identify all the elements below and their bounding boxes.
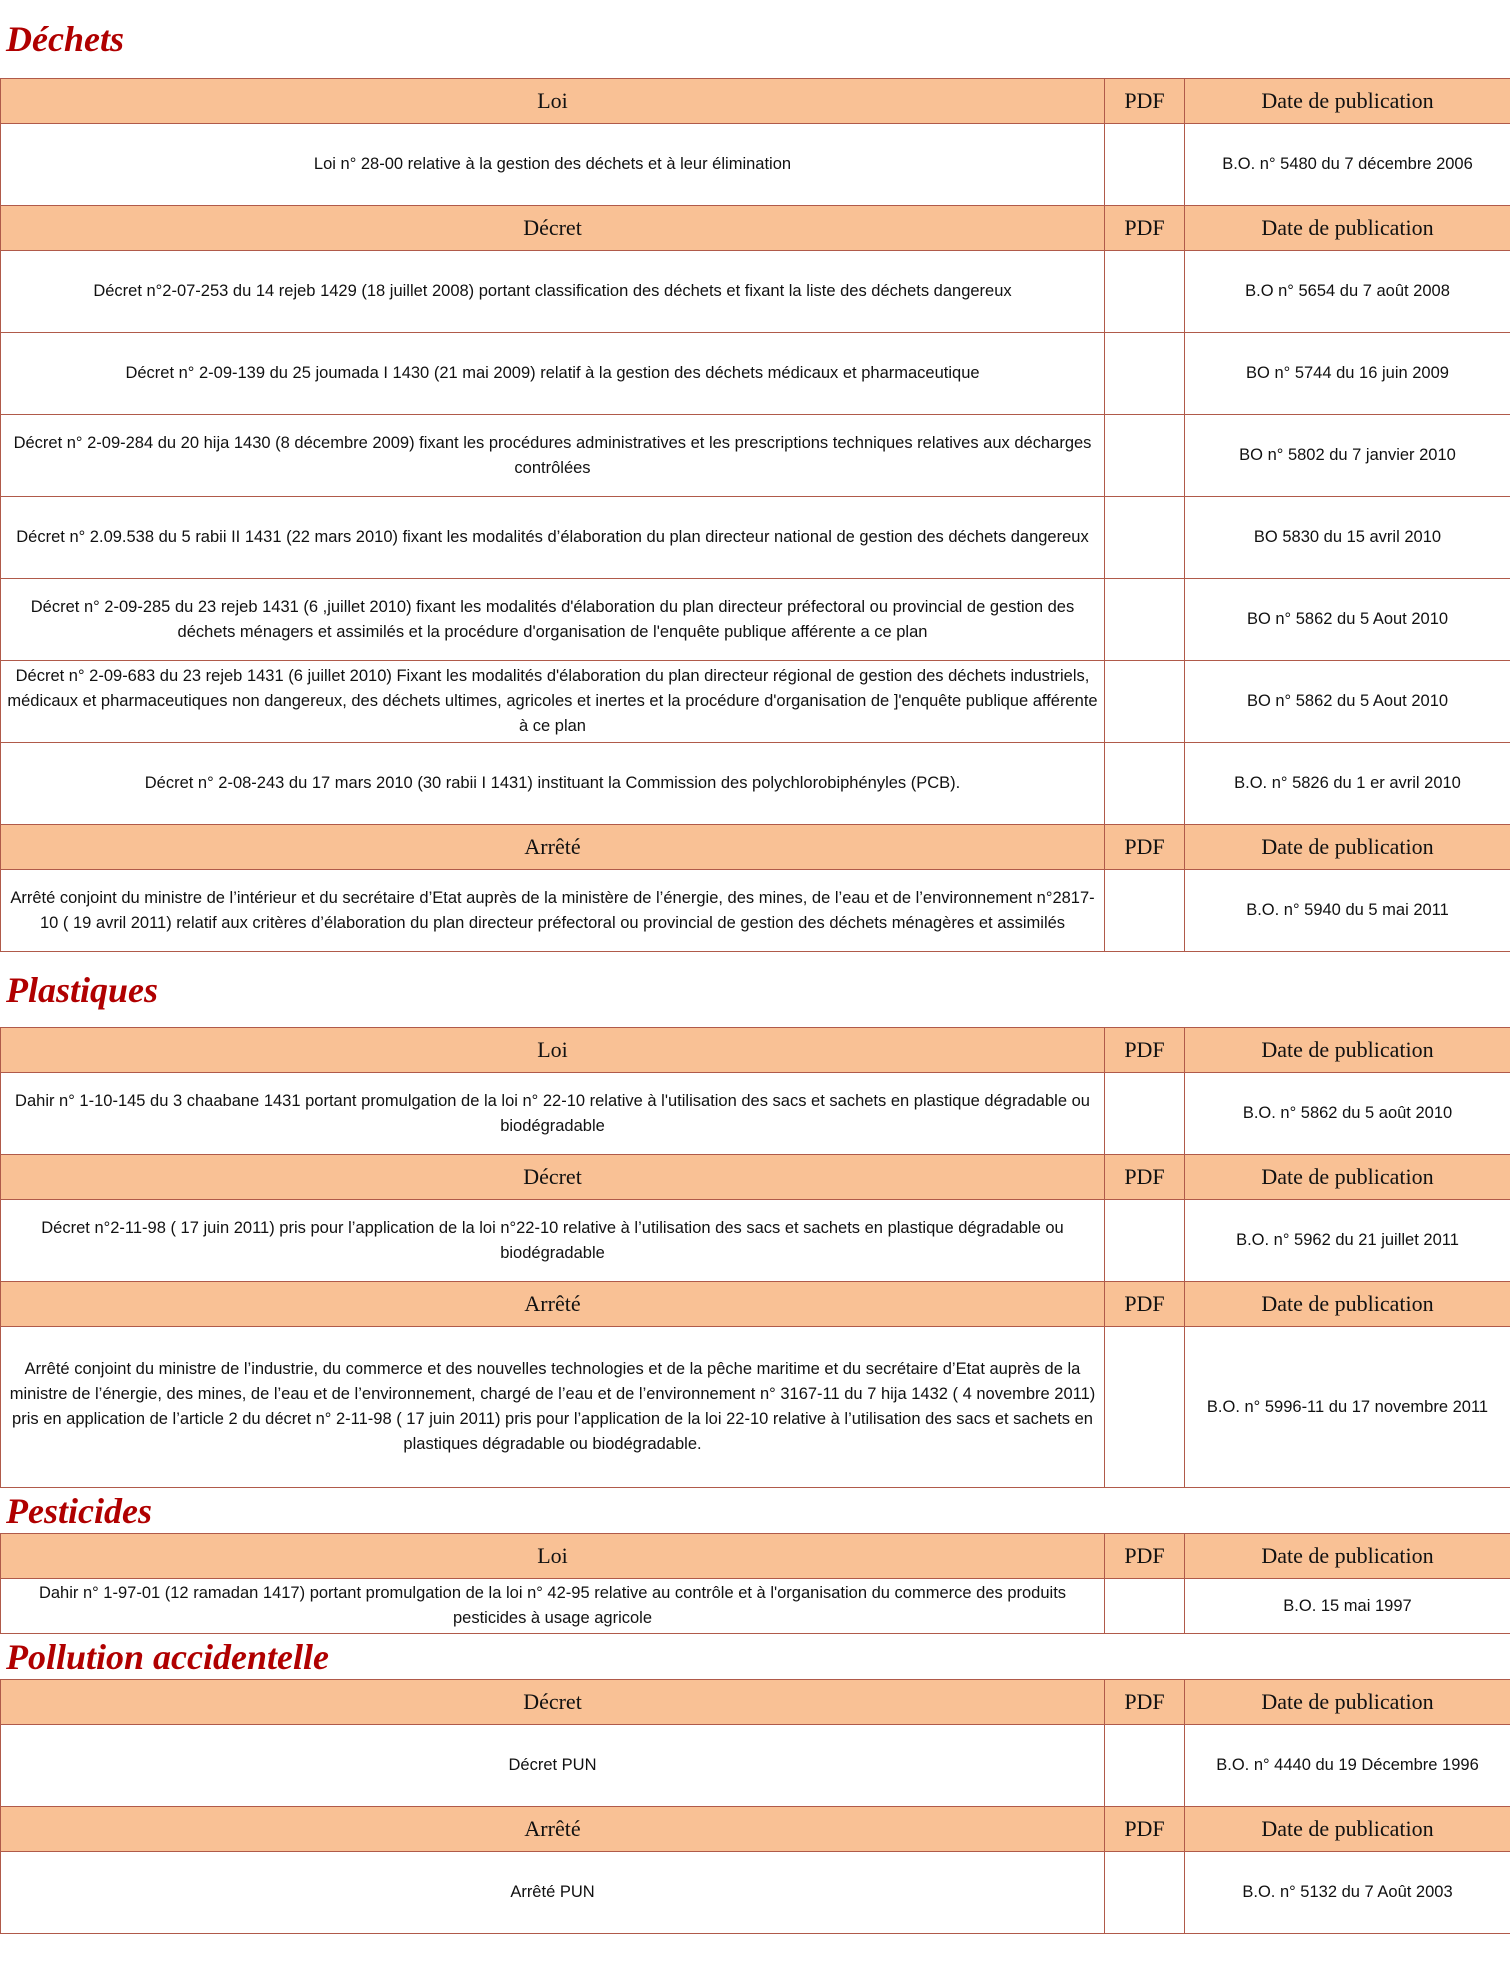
- group-header-decret: [1, 1155, 1510, 1200]
- column-header-type: Décret: [1, 1680, 1105, 1725]
- group-header-loi: [1, 1534, 1510, 1579]
- group-header-decret: [1, 206, 1510, 251]
- group-header-loi: [1, 1028, 1510, 1073]
- publication-date: BO 5830 du 15 avril 2010: [1185, 497, 1510, 579]
- column-header-date: Date de publication: [1185, 1534, 1510, 1579]
- group-header-arrete: [1, 825, 1510, 870]
- column-header-type: Décret: [1, 206, 1105, 251]
- section-title-pollution-accidentelle: Pollution accidentelle: [6, 1636, 329, 1677]
- legal-text-title: Décret n° 2-08-243 du 17 mars 2010 (30 rabii I 1431) instituant la Commission des polychlorobiphényles (PCB).: [1, 743, 1105, 825]
- legal-text-title: Dahir n° 1-10-145 du 3 chaabane 1431 portant promulgation de la loi n° 22-10 relative à l'utilisation des sacs et sachets en plastique dégradable ou biodégradable: [1, 1073, 1105, 1155]
- pdf-cell[interactable]: [1105, 1725, 1185, 1807]
- column-header-type: Arrêté: [1, 1282, 1105, 1327]
- legal-text-title: Décret n° 2-09-284 du 20 hija 1430 (8 décembre 2009) fixant les procédures administratives et les prescriptions techniques relatives aux décharges contrôlées: [1, 415, 1105, 497]
- column-header-date: Date de publication: [1185, 79, 1510, 124]
- pdf-cell[interactable]: [1105, 579, 1185, 661]
- legal-text-title: Décret n° 2.09.538 du 5 rabii II 1431 (22 mars 2010) fixant les modalités d’élaboration du plan directeur national de gestion des déchets dangereux: [1, 497, 1105, 579]
- column-header-pdf: PDF: [1105, 825, 1185, 870]
- table-row: [1, 1200, 1510, 1282]
- publication-date: B.O. n° 5132 du 7 Août 2003: [1185, 1852, 1510, 1934]
- publication-date: BO n° 5862 du 5 Aout 2010: [1185, 579, 1510, 661]
- table-row: [1, 1725, 1510, 1807]
- group-header-arrete: [1, 1282, 1510, 1327]
- pdf-cell[interactable]: [1105, 251, 1185, 333]
- legal-text-title: Décret n° 2-09-285 du 23 rejeb 1431 (6 ,juillet 2010) fixant les modalités d'élaboration du plan directeur préfectoral ou provincial de gestion des déchets ménagers et assimilés et la procédure d'organisation de l'enquête publique afférente a ce plan: [1, 579, 1105, 661]
- legal-text-title: Décret n°2-11-98 ( 17 juin 2011) pris pour l’application de la loi n°22-10 relative à l’utilisation des sacs et sachets en plastique dégradable ou biodégradable: [1, 1200, 1105, 1282]
- publication-date: B.O n° 5654 du 7 août 2008: [1185, 251, 1510, 333]
- column-header-date: Date de publication: [1185, 1282, 1510, 1327]
- pdf-cell[interactable]: [1105, 1200, 1185, 1282]
- legal-text-title: Arrêté conjoint du ministre de l’industrie, du commerce et des nouvelles technologies et de la pêche maritime et du secrétaire d’Etat auprès de la ministre de l’énergie, des mines, de l’eau et de l’environnement, chargé de l’eau et de l’environnement n° 3167-11 du 7 hija 1432 ( 4 novembre 2011) pris en application de l’article 2 du décret n° 2-11-98 ( 17 juin 2011) pris pour l’application de la loi 22-10 relative à l’utilisation des sacs et sachets en plastiques dégradable ou biodégradable.: [1, 1327, 1105, 1488]
- table-row: [1, 743, 1510, 825]
- column-header-pdf: PDF: [1105, 1807, 1185, 1852]
- column-header-type: Arrêté: [1, 1807, 1105, 1852]
- publication-date: B.O. n° 5862 du 5 août 2010: [1185, 1073, 1510, 1155]
- table-row: [1, 251, 1510, 333]
- pdf-cell[interactable]: [1105, 497, 1185, 579]
- column-header-type: Loi: [1, 1534, 1105, 1579]
- column-header-pdf: PDF: [1105, 1534, 1185, 1579]
- table-row: [1, 415, 1510, 497]
- column-header-type: Décret: [1, 1155, 1105, 1200]
- pdf-cell[interactable]: [1105, 124, 1185, 206]
- section-title-plastiques: Plastiques: [6, 969, 159, 1010]
- column-header-date: Date de publication: [1185, 1155, 1510, 1200]
- group-header-arrete: [1, 1807, 1510, 1852]
- publication-date: B.O. n° 5962 du 21 juillet 2011: [1185, 1200, 1510, 1282]
- table-row: [1, 333, 1510, 415]
- publication-date: B.O. n° 5826 du 1 er avril 2010: [1185, 743, 1510, 825]
- column-header-date: Date de publication: [1185, 1028, 1510, 1073]
- column-header-pdf: PDF: [1105, 1028, 1185, 1073]
- publication-date: BO n° 5862 du 5 Aout 2010: [1185, 661, 1510, 743]
- table-row: [1, 661, 1510, 743]
- pdf-cell[interactable]: [1105, 1579, 1185, 1634]
- legal-text-title: Décret n°2-07-253 du 14 rejeb 1429 (18 juillet 2008) portant classification des déchets et fixant la liste des déchets dangereux: [1, 251, 1105, 333]
- pdf-cell[interactable]: [1105, 870, 1185, 952]
- column-header-pdf: PDF: [1105, 206, 1185, 251]
- pdf-cell[interactable]: [1105, 415, 1185, 497]
- table-row: [1, 124, 1510, 206]
- column-header-pdf: PDF: [1105, 1282, 1185, 1327]
- column-header-type: Arrêté: [1, 825, 1105, 870]
- column-header-date: Date de publication: [1185, 1807, 1510, 1852]
- pdf-cell[interactable]: [1105, 1327, 1185, 1488]
- publication-date: B.O. n° 5480 du 7 décembre 2006: [1185, 124, 1510, 206]
- group-header-loi: [1, 79, 1510, 124]
- table-row: [1, 1327, 1510, 1488]
- publication-date: BO n° 5802 du 7 janvier 2010: [1185, 415, 1510, 497]
- section-title-dechets: Déchets: [6, 19, 124, 59]
- column-header-pdf: PDF: [1105, 1155, 1185, 1200]
- legal-text-title: Loi n° 28-00 relative à la gestion des déchets et à leur élimination: [1, 124, 1105, 206]
- table-row: [1, 1579, 1510, 1634]
- column-header-date: Date de publication: [1185, 825, 1510, 870]
- pdf-cell[interactable]: [1105, 1852, 1185, 1934]
- table-row: [1, 579, 1510, 661]
- publication-date: BO n° 5744 du 16 juin 2009: [1185, 333, 1510, 415]
- publication-date: B.O. n° 4440 du 19 Décembre 1996: [1185, 1725, 1510, 1807]
- column-header-pdf: PDF: [1105, 79, 1185, 124]
- pdf-cell[interactable]: [1105, 1073, 1185, 1155]
- pdf-cell[interactable]: [1105, 333, 1185, 415]
- table-row: [1, 1852, 1510, 1934]
- pdf-cell[interactable]: [1105, 743, 1185, 825]
- table-row: [1, 497, 1510, 579]
- legal-text-title: Décret n° 2-09-683 du 23 rejeb 1431 (6 juillet 2010) Fixant les modalités d'élaboration du plan directeur régional de gestion des déchets industriels, médicaux et pharmaceutiques non dangereux, des déchets ultimes, agricoles et inertes et la procédure d'organisation de ]'enquête publique afférente à ce plan: [1, 661, 1105, 743]
- group-header-decret: [1, 1680, 1510, 1725]
- table-pesticides: [0, 1533, 1510, 1634]
- section-title-pesticides: Pesticides: [6, 1490, 152, 1531]
- legal-text-title: Arrêté conjoint du ministre de l’intérieur et du secrétaire d’Etat auprès de la ministère de l’énergie, des mines, de l’eau et de l’environnement n°2817-10 ( 19 avril 2011) relatif aux critères d’élaboration du plan directeur préfectoral ou provincial de gestion des déchets ménagères et assimilés: [1, 870, 1105, 952]
- publication-date: B.O. n° 5996-11 du 17 novembre 2011: [1185, 1327, 1510, 1488]
- table-dechets: [0, 78, 1510, 952]
- legal-text-title: Décret PUN: [1, 1725, 1105, 1807]
- pdf-cell[interactable]: [1105, 661, 1185, 743]
- table-plastiques: [0, 1027, 1510, 1488]
- legal-text-title: Arrêté PUN: [1, 1852, 1105, 1934]
- table-pollution-accidentelle: [0, 1679, 1510, 1934]
- legal-text-title: Décret n° 2-09-139 du 25 joumada I 1430 (21 mai 2009) relatif à la gestion des déchets médicaux et pharmaceutique: [1, 333, 1105, 415]
- table-row: [1, 870, 1510, 952]
- publication-date: B.O. 15 mai 1997: [1185, 1579, 1510, 1634]
- column-header-type: Loi: [1, 1028, 1105, 1073]
- table-row: [1, 1073, 1510, 1155]
- column-header-date: Date de publication: [1185, 1680, 1510, 1725]
- column-header-pdf: PDF: [1105, 1680, 1185, 1725]
- legal-text-title: Dahir n° 1-97-01 (12 ramadan 1417) portant promulgation de la loi n° 42-95 relative au contrôle et à l'organisation du commerce des produits pesticides à usage agricole: [1, 1579, 1105, 1634]
- publication-date: B.O. n° 5940 du 5 mai 2011: [1185, 870, 1510, 952]
- column-header-date: Date de publication: [1185, 206, 1510, 251]
- column-header-type: Loi: [1, 79, 1105, 124]
